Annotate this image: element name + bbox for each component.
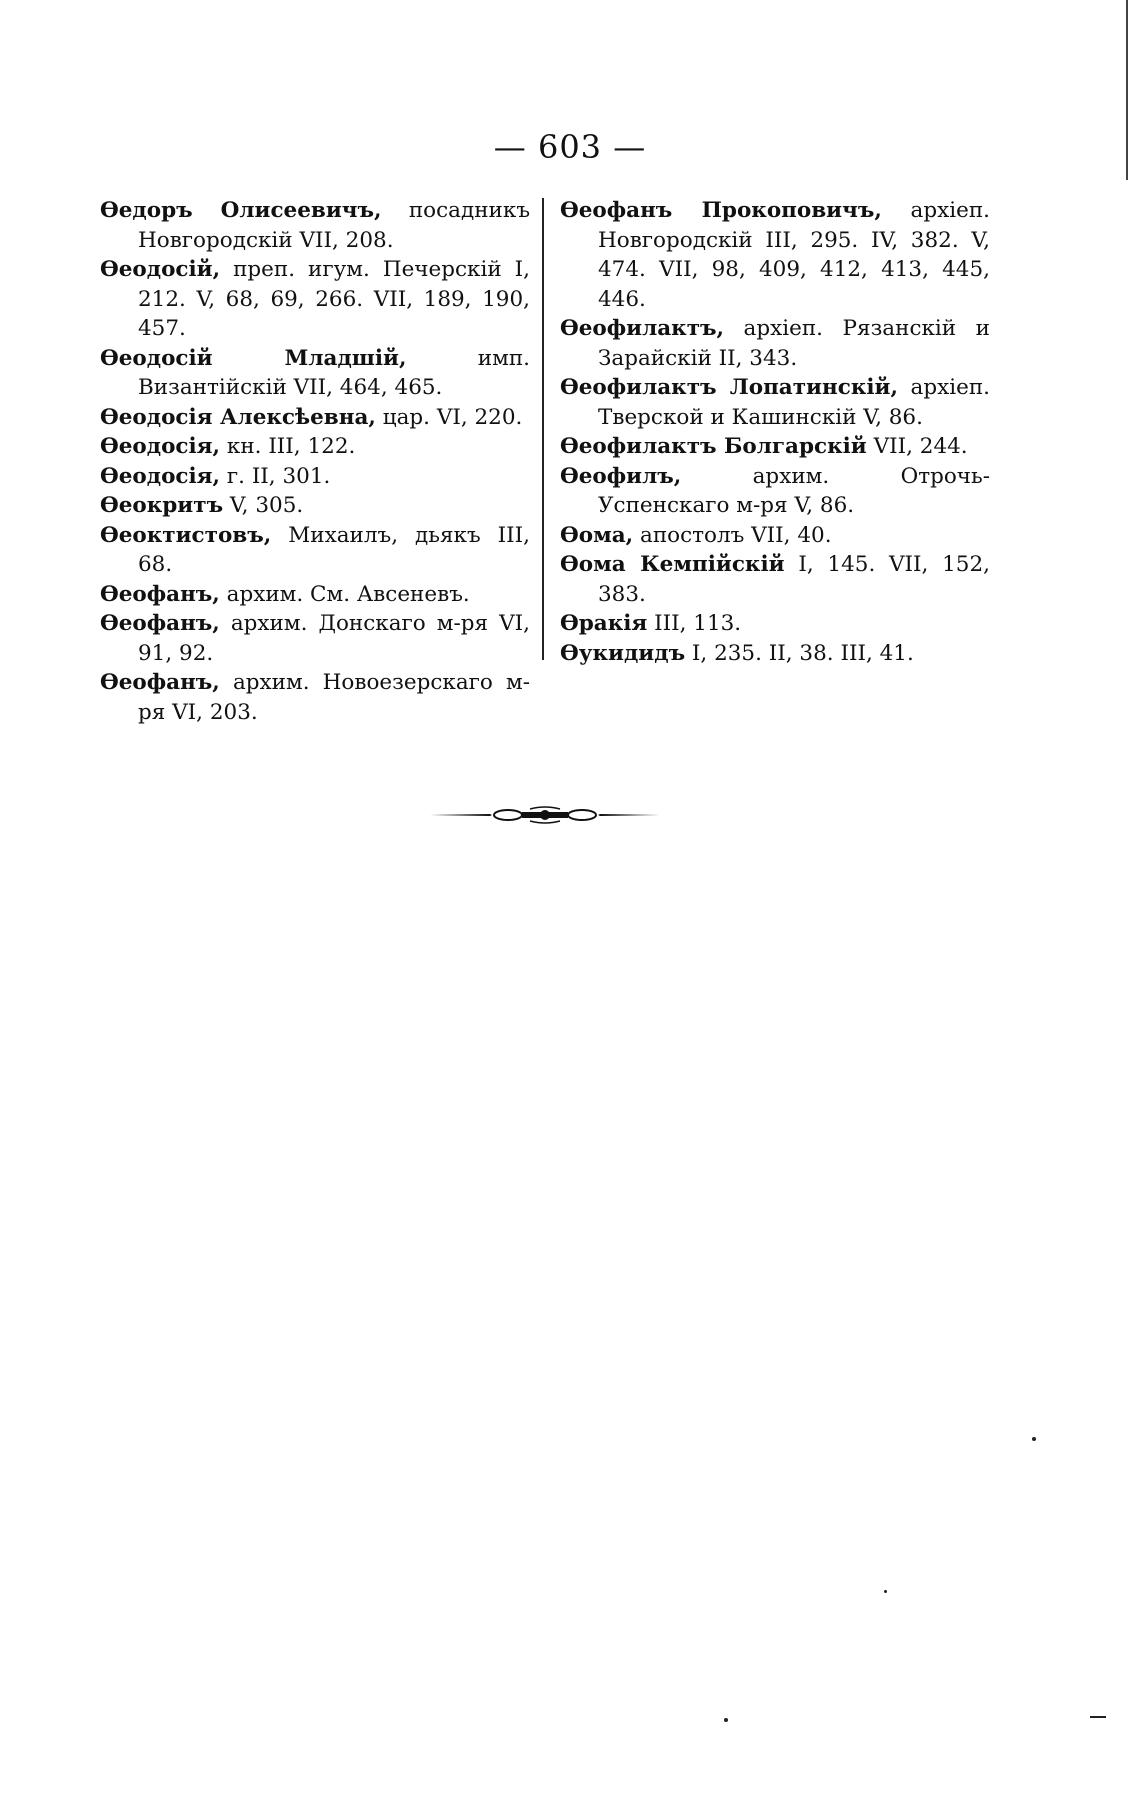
index-entry — [100, 196, 530, 255]
index-entry — [560, 521, 990, 551]
entry-heading: Ѳеодосія, — [100, 463, 221, 489]
entry-heading: Ѳеофанъ Прокоповичъ, — [560, 198, 882, 223]
index-entry — [100, 462, 530, 492]
entry-heading: Ѳеоктистовъ, — [100, 522, 272, 548]
entry-heading: Ѳеофанъ, — [100, 581, 220, 607]
index-entry — [100, 432, 530, 462]
entry-heading: Ѳракія — [560, 611, 648, 636]
column-rule — [542, 198, 544, 660]
entry-references: III, 113. — [647, 611, 742, 636]
entry-references: архіеп. Рязанскій и Зарайскій II, 343. — [598, 316, 990, 371]
entry-references: I, 145. VII, 152, 383. — [598, 552, 990, 607]
entry-heading: Ѳеокритъ — [100, 493, 224, 518]
entry-references: архіеп. Тверской и Кашинскій V, 86. — [598, 375, 990, 430]
entry-references: Михаилъ, дьякъ III, 68. — [138, 522, 530, 577]
entry-heading: Ѳеодосія Алексѣевна, — [100, 404, 376, 430]
entry-heading: Ѳеофилактъ Болгарскій — [560, 434, 867, 459]
entry-references: архим. Отрочь-Успенскаго м-ря V, 86. — [598, 463, 990, 518]
index-entry — [560, 196, 990, 314]
entry-references: цар. VI, 220. — [375, 404, 523, 430]
index-entry — [560, 373, 990, 432]
entry-references: преп. игум. Печерскій I, 212. V, 68, 69, 266. VII, 189, 190, 457. — [138, 257, 530, 341]
ink-speck — [724, 1718, 728, 1722]
page-edge-line — [1126, 0, 1128, 180]
entry-references: V, 305. — [223, 493, 304, 518]
entry-references: апостолъ VII, 40. — [633, 522, 832, 548]
entry-heading: Ѳеофилъ, — [560, 463, 682, 489]
decorative-divider-icon — [430, 806, 660, 828]
index-entry — [100, 403, 530, 433]
entry-heading: Ѳеодосій, — [100, 257, 221, 282]
entry-references: посадникъ Новгородскій VII, 208. — [138, 198, 530, 253]
index-entry — [100, 255, 530, 344]
page-number: — 603 — — [493, 128, 647, 166]
index-entry — [100, 491, 530, 521]
index-entry — [100, 521, 530, 580]
index-entry — [560, 432, 990, 462]
entry-heading: Ѳеофанъ, — [100, 611, 220, 636]
right-index-column — [560, 196, 990, 668]
ink-speck — [1032, 1437, 1036, 1441]
index-entry — [100, 580, 530, 610]
entry-heading: Ѳеофилактъ, — [560, 316, 725, 341]
ink-speck — [1090, 1716, 1106, 1718]
entry-heading: Ѳеодосія, — [100, 434, 221, 459]
ink-speck — [884, 1590, 887, 1593]
index-entry — [560, 609, 990, 639]
entry-references: архим. См. Авсеневъ. — [219, 581, 470, 607]
index-entry — [100, 344, 530, 403]
entry-references: г. II, 301. — [220, 463, 331, 489]
entry-references: I, 235. II, 38. III, 41. — [685, 640, 914, 666]
index-entry — [560, 462, 990, 521]
index-entry — [560, 639, 990, 669]
entry-heading: Ѳеодосій Младшій, — [100, 345, 407, 371]
entry-heading: Ѳеофанъ, — [100, 670, 220, 695]
index-entry — [100, 668, 530, 727]
left-index-column — [100, 196, 530, 727]
entry-references: архіеп. Новгородскій III, 295. IV, 382. V, 474. VII, 98, 409, 412, 413, 445, 446. — [598, 198, 990, 312]
entry-references: архим. Новоезерскаго м-ря VI, 203. — [138, 670, 530, 725]
index-entry — [560, 550, 990, 609]
entry-references: имп. Византійскій VII, 464, 465. — [138, 345, 530, 400]
entry-references: кн. III, 122. — [220, 434, 356, 459]
index-entry — [560, 314, 990, 373]
entry-heading: Ѳукидидъ — [560, 640, 686, 666]
entry-references: архим. Донскаго м-ря VI, 91, 92. — [138, 611, 530, 666]
entry-heading: Ѳома, — [560, 522, 634, 548]
index-entry — [100, 609, 530, 668]
entry-heading: Ѳедоръ Олисеевичъ, — [100, 198, 382, 223]
entry-heading: Ѳома Кемпійскій — [560, 552, 785, 577]
entry-references: VII, 244. — [866, 434, 968, 459]
entry-heading: Ѳеофилактъ Лопатинскій, — [560, 375, 898, 400]
